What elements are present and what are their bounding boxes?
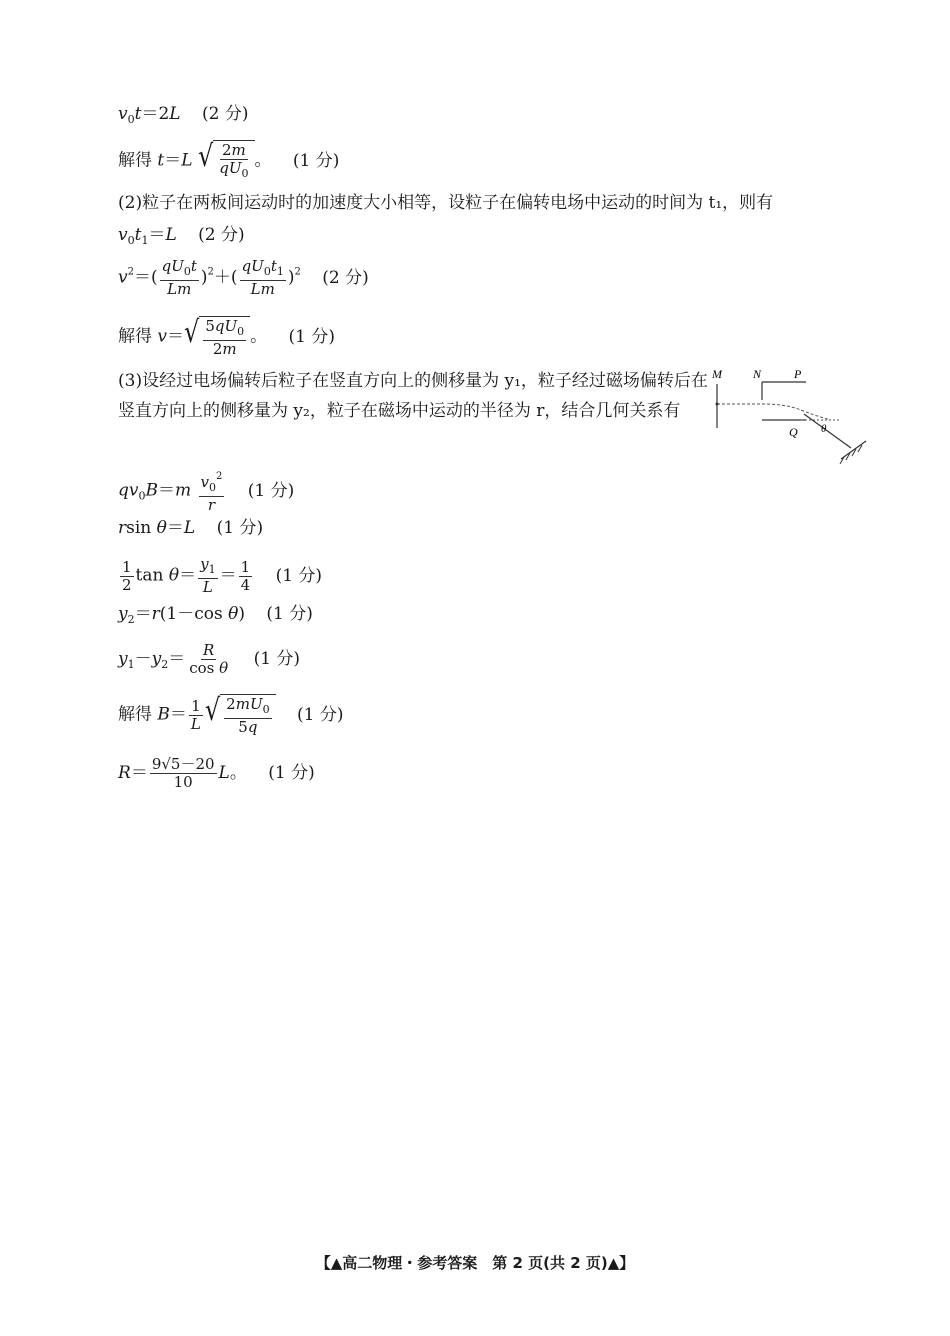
- part-2-text: (2)粒子在两板间运动时的加速度大小相等，设粒子在偏转电场中运动的时间为 t₁，则有: [118, 193, 774, 213]
- equation-y1-minus-y2: $y_1-y_2=$ $\frac{R}{\text{cos θ}}$ (1 分): [118, 641, 301, 677]
- equation-v-result: 解得 v＝ √ $\frac{5qU_0}{2m}$ 。 (1 分): [118, 314, 335, 358]
- label-n: N: [753, 367, 762, 381]
- score: (1 分): [253, 649, 301, 669]
- equation-lorentz-force: $qv_0B=m$ $\frac{v_0^2}{r}$ (1 分): [118, 468, 294, 514]
- score: (1 分): [275, 565, 323, 586]
- equation-y2: $y_2=r(1-\cos$ θ) (1 分): [118, 604, 313, 626]
- prefix: 解得: [118, 326, 152, 347]
- equation-r-sin-theta: rsin θ＝L (1 分): [118, 518, 264, 538]
- equation-tan-theta: $\frac{1}{2}$ tan θ＝ $\frac{y_1}{L}$ ＝ $\frac{1}{4}$ (1 分): [122, 555, 323, 596]
- equation-v0t-2L: $v_0t=2L$ (2 分): [118, 104, 249, 126]
- equation-v-squared: $v^2=$( $\frac{qU_0t}{Lm}$ )$^2$＋( $\frac{qU_0t_1}{Lm}$ )$^2$ (2 分): [118, 257, 369, 298]
- label-m: M: [712, 367, 722, 381]
- label-q: Q: [789, 425, 798, 439]
- score: (1 分): [216, 518, 264, 538]
- field-diagram: [706, 364, 871, 472]
- equation-v0t1-L: $v_0t_1=L$ (2 分): [118, 225, 245, 247]
- score: (1 分): [266, 604, 313, 624]
- prefix: 解得: [118, 704, 152, 725]
- equation-t-result: 解得 t＝L √ $\frac{2m}{qU_0}$ 。 (1 分): [118, 138, 340, 180]
- score: (1 分): [292, 150, 340, 171]
- label-theta: θ: [821, 423, 827, 435]
- score: (2 分): [198, 225, 245, 245]
- score: (1 分): [297, 704, 344, 725]
- score: (1 分): [268, 763, 315, 783]
- score: (1 分): [288, 326, 335, 347]
- score: (2 分): [201, 104, 249, 124]
- label-p: P: [794, 367, 802, 381]
- prefix: 解得: [118, 150, 152, 171]
- score: (1 分): [247, 480, 295, 501]
- score: (2 分): [322, 267, 369, 288]
- page-footer: 【▲高二物理・参考答案 第 2 页(共 2 页)▲】: [315, 1254, 635, 1272]
- part-3-text: (3)设经过电场偏转后粒子在竖直方向上的侧移量为 y₁，粒子经过磁场偏转后在竖直方向上的侧移量为 y₂，粒子在磁场中运动的半径为 r，结合几何关系有: [118, 371, 708, 421]
- equation-r-result: R＝ $\frac{9√5-20}{10}$ L。 (1 分): [118, 755, 315, 791]
- equation-b-result: 解得 B＝ $\frac{1}{L}$ √ $\frac{2mU_0}{5q}$ (1 分): [118, 692, 344, 736]
